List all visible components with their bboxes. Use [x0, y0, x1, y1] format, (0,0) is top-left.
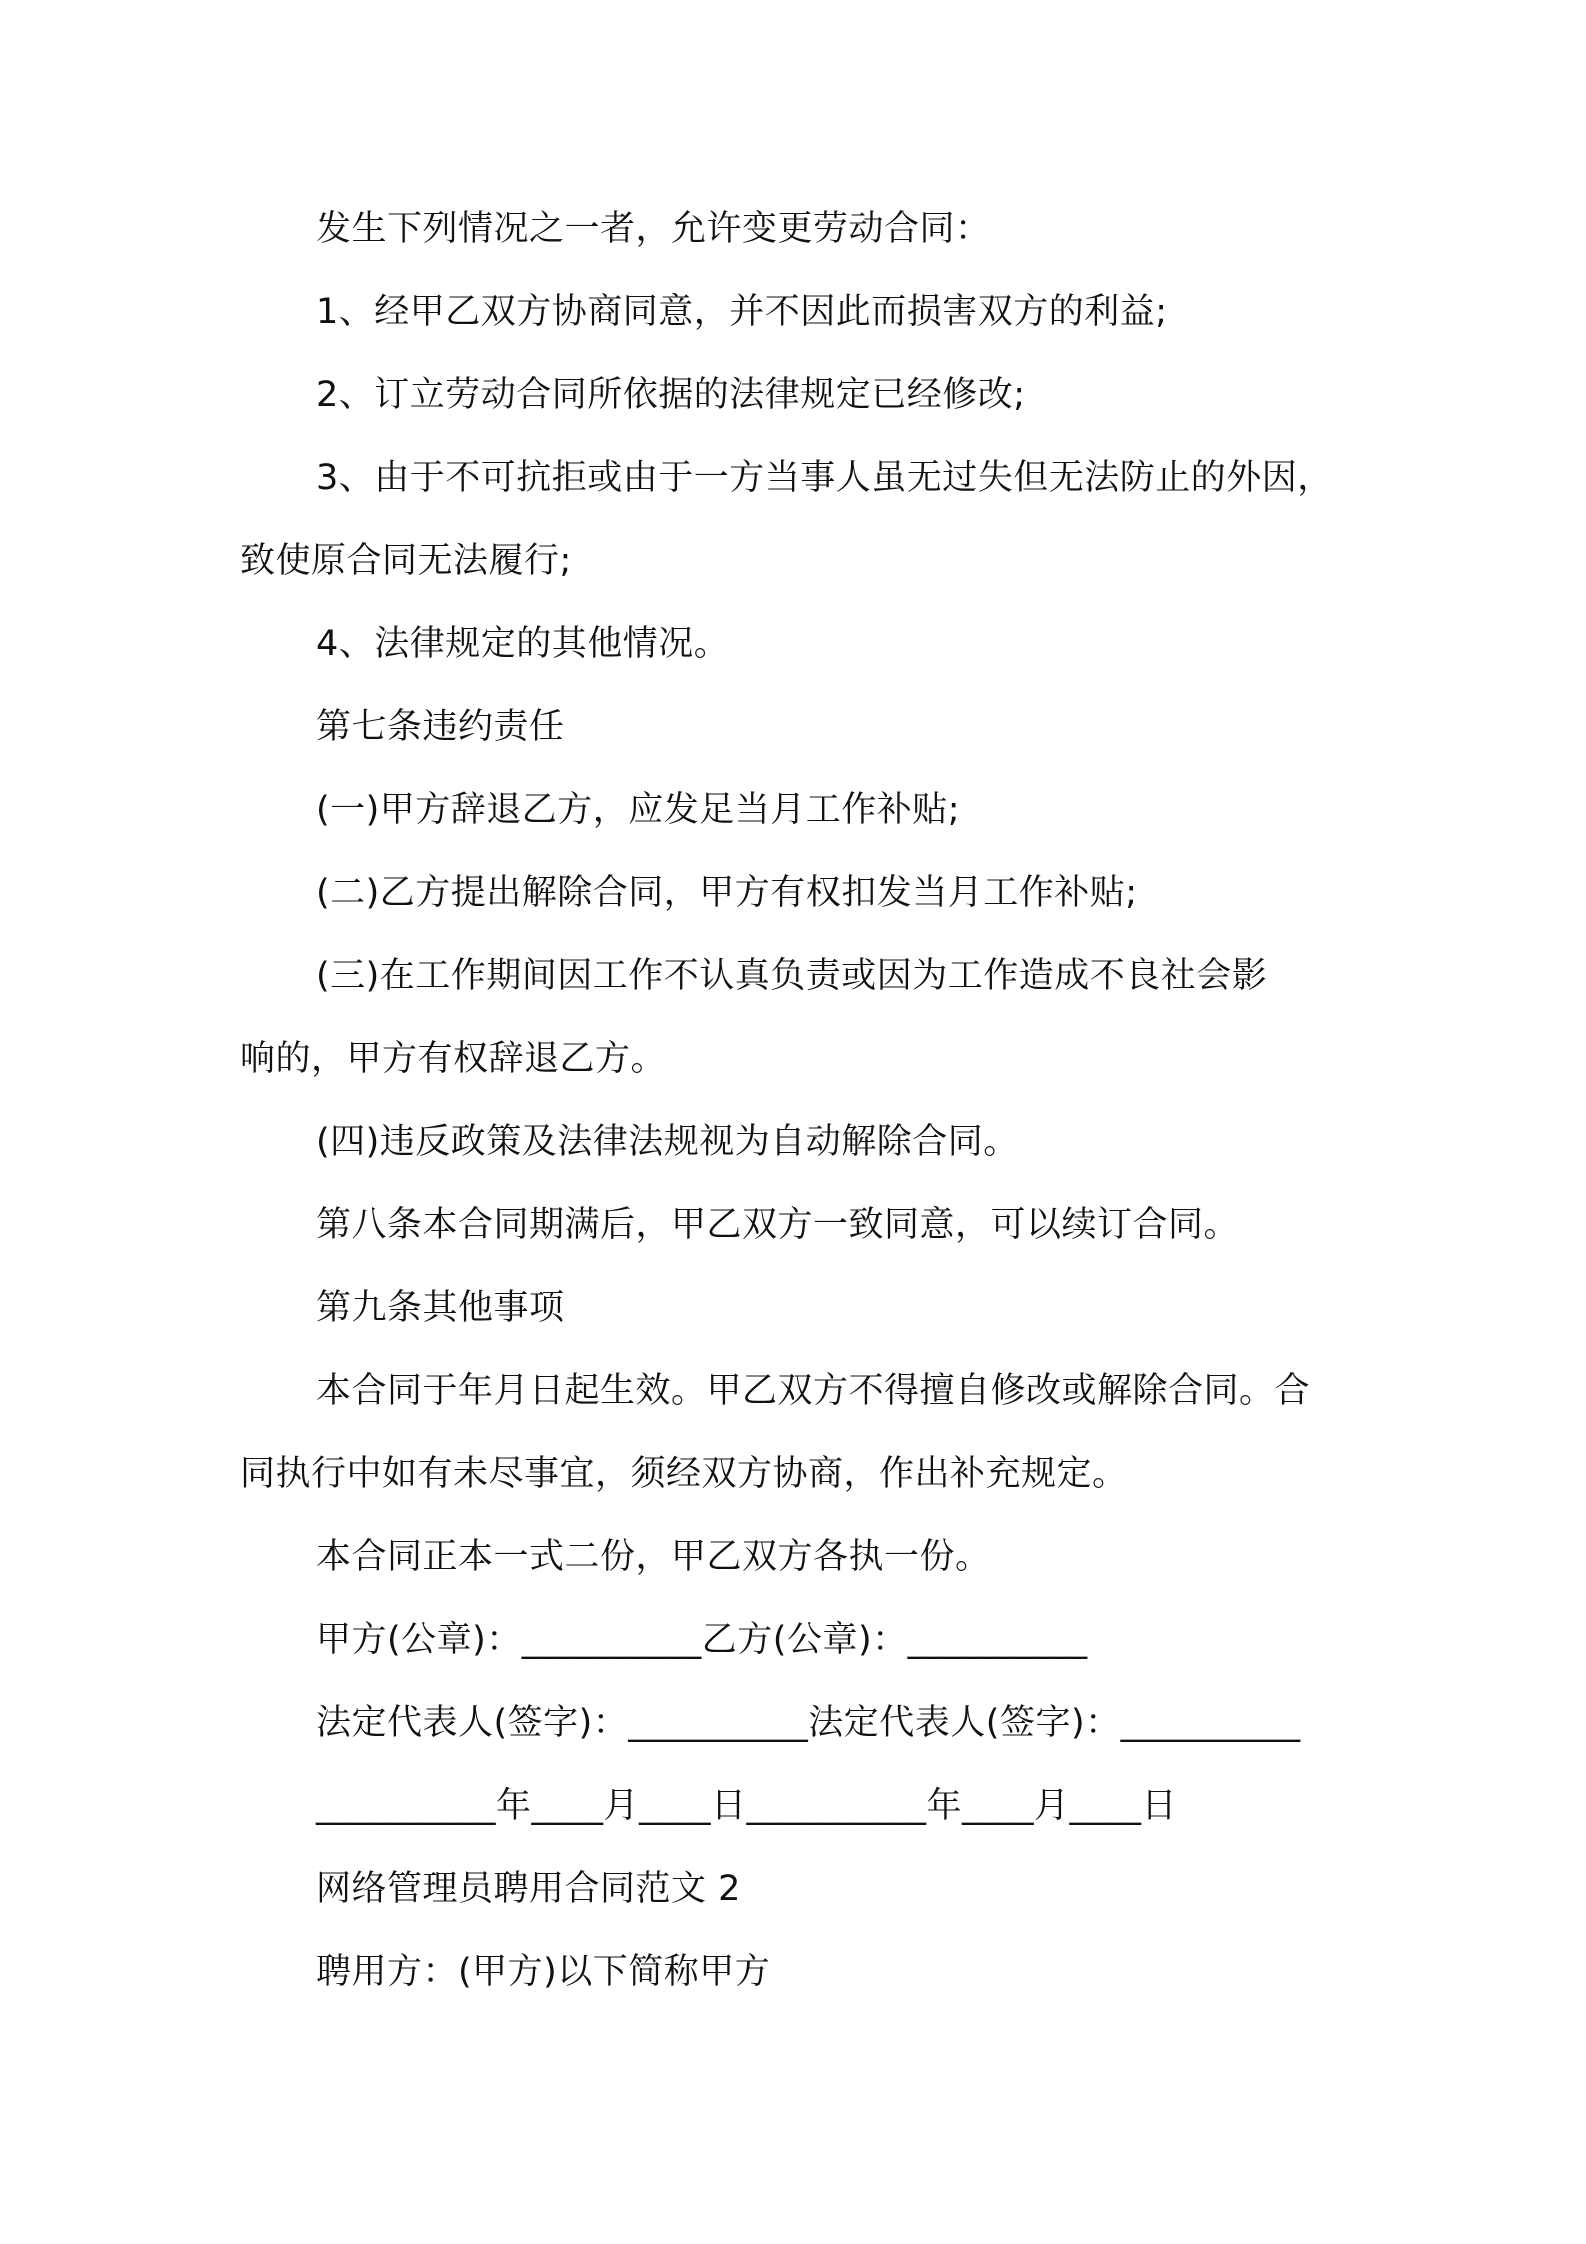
employer-party-line: 聘用方：(甲方)以下简称甲方 [316, 1952, 771, 1992]
article-7-heading: 第七条违约责任 [316, 707, 565, 747]
liability-item-3: (三)在工作期间因工作不认真负责或因为工作造成不良社会影 [316, 956, 1268, 996]
date-signature-line: __________年____月____日__________年____月____日 [316, 1786, 1178, 1826]
list-item-change-4: 4、法律规定的其他情况。 [316, 624, 730, 664]
seal-signature-line: 甲方(公章)：__________乙方(公章)：__________ [316, 1620, 1088, 1660]
list-item-change-2: 2、订立劳动合同所依据的法律规定已经修改; [316, 375, 1026, 415]
liability-item-1: (一)甲方辞退乙方，应发足当月工作补贴; [316, 790, 961, 830]
list-item-change-3-continued: 致使原合同无法履行; [240, 541, 572, 581]
effective-date-paragraph: 本合同于年月日起生效。甲乙双方不得擅自修改或解除合同。合 [316, 1371, 1311, 1411]
article-9-heading: 第九条其他事项 [316, 1288, 565, 1328]
list-item-change-1: 1、经甲乙双方协商同意，并不因此而损害双方的利益; [316, 292, 1168, 332]
liability-item-3-continued: 响的，甲方有权辞退乙方。 [240, 1039, 667, 1079]
list-item-change-3: 3、由于不可抗拒或由于一方当事人虽无过失但无法防止的外因， [316, 458, 1333, 498]
article-8-paragraph: 第八条本合同期满后，甲乙双方一致同意，可以续订合同。 [316, 1205, 1240, 1245]
representative-signature-line: 法定代表人(签字)：__________法定代表人(签字)：__________ [316, 1703, 1301, 1743]
liability-item-2: (二)乙方提出解除合同，甲方有权扣发当月工作补贴; [316, 873, 1138, 913]
liability-item-4: (四)违反政策及法律法规视为自动解除合同。 [316, 1122, 1019, 1162]
paragraph-change-conditions-intro: 发生下列情况之一者，允许变更劳动合同： [316, 209, 991, 249]
sample-2-heading: 网络管理员聘用合同范文 2 [316, 1869, 741, 1909]
effective-date-paragraph-continued: 同执行中如有未尽事宜，须经双方协商，作出补充规定。 [240, 1454, 1128, 1494]
copies-paragraph: 本合同正本一式二份，甲乙双方各执一份。 [316, 1537, 991, 1577]
